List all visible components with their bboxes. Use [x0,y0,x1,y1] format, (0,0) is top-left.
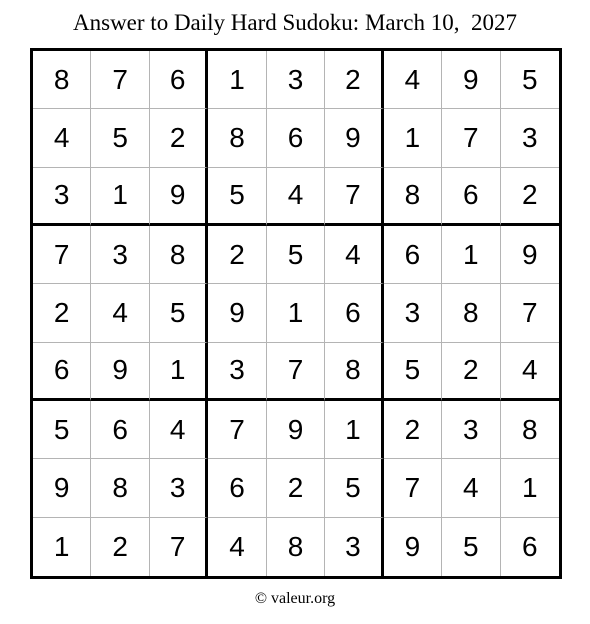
sudoku-cell-r6-c5: 7 [267,343,325,401]
sudoku-cell-r6-c4: 3 [208,343,266,401]
sudoku-cell-r1-c5: 3 [267,51,325,109]
sudoku-cell-r3-c7: 8 [384,168,442,226]
sudoku-cell-r4-c4: 2 [208,226,266,284]
sudoku-cell-r5-c7: 3 [384,284,442,342]
sudoku-cell-r4-c7: 6 [384,226,442,284]
sudoku-cell-r4-c6: 4 [325,226,383,284]
sudoku-cell-r2-c6: 9 [325,109,383,167]
sudoku-cell-r4-c3: 8 [150,226,208,284]
page-title: Answer to Daily Hard Sudoku: March 10, 2027 [73,10,517,35]
sudoku-cell-r5-c2: 4 [91,284,149,342]
sudoku-cell-r9-c9: 6 [521,530,538,562]
sudoku-cell-r2-c7: 1 [384,109,442,167]
sudoku-cell-r9-c2: 2 [91,518,149,576]
sudoku-cell-r5-c9: 7 [501,284,559,342]
sudoku-cell-r2-c4: 8 [208,109,266,167]
sudoku-cell-r9-c4: 4 [208,518,266,576]
sudoku-cell-r8-c6: 5 [325,459,383,517]
sudoku-cell-r2-c8: 7 [442,109,500,167]
sudoku-cell-r7-c2: 6 [91,401,149,459]
sudoku-cell-r2-c1: 4 [33,109,91,167]
sudoku-cell-r6-c7: 5 [384,343,442,401]
sudoku-cell-r5-c8: 8 [442,284,500,342]
sudoku-cell-r5-c4: 9 [208,284,266,342]
sudoku-cell-r9-c1: 1 [33,518,91,576]
sudoku-cell-r6-c8: 2 [442,343,500,401]
sudoku-cell-r8-c3: 3 [150,459,208,517]
sudoku-cell-r8-c5: 2 [267,459,325,517]
sudoku-cell-r9-c6: 3 [325,518,383,576]
sudoku-cell-r6-c2: 9 [91,343,149,401]
sudoku-cell-r5-c3: 5 [150,284,208,342]
sudoku-cell-r9-c5: 8 [267,518,325,576]
sudoku-cell-r3-c1: 3 [33,168,91,226]
sudoku-cell-r4-c2: 3 [91,226,149,284]
sudoku-cell-r7-c6: 1 [325,401,383,459]
sudoku-cell-r7-c7: 2 [384,401,442,459]
sudoku-cell-r1-c6: 2 [325,51,383,109]
sudoku-cell-r3-c5: 4 [267,168,325,226]
sudoku-cell-r7-c9: 8 [501,401,559,459]
sudoku-cell-r3-c9: 2 [501,168,559,226]
sudoku-cell-r2-c3: 2 [150,109,208,167]
sudoku-cell-r8-c4: 6 [208,459,266,517]
sudoku-cell-r5-c6: 6 [325,284,383,342]
sudoku-cell-r9-c3: 7 [150,518,208,576]
sudoku-cell-r5-c1: 2 [33,284,91,342]
sudoku-cell-r7-c3: 4 [150,401,208,459]
sudoku-cell-r4-c1: 7 [33,226,91,284]
sudoku-cell-r6-c9: 4 [501,343,559,401]
sudoku-cell-r2-c5: 6 [267,109,325,167]
sudoku-cell-r3-c3: 9 [150,168,208,226]
sudoku-cell-r8-c2: 8 [91,459,149,517]
sudoku-cell-r1-c3: 6 [150,51,208,109]
sudoku-cell-r5-c5: 1 [267,284,325,342]
sudoku-cell-r8-c8: 4 [442,459,500,517]
sudoku-cell-r1-c1: 8 [33,51,91,109]
sudoku-cell-r1-c2: 7 [91,51,149,109]
sudoku-cell-r2-c9: 3 [501,109,559,167]
sudoku-cell-r3-c8: 6 [442,168,500,226]
sudoku-cell-r8-c1: 9 [33,459,91,517]
sudoku-cell-r6-c1: 6 [33,343,91,401]
sudoku-cell-r7-c5: 9 [267,401,325,459]
copyright-footer: © valeur.org [254,590,336,607]
sudoku-cell-r3-c6: 7 [325,168,383,226]
sudoku-cell-r6-c3: 1 [150,343,208,401]
sudoku-cell-r1-c9: 5 [501,51,559,109]
sudoku-cell-r3-c2: 1 [91,168,149,226]
sudoku-cell-r3-c4: 5 [208,168,266,226]
sudoku-board [30,48,562,579]
sudoku-cell-r7-c4: 7 [208,401,266,459]
sudoku-cell-r2-c2: 5 [91,109,149,167]
sudoku-cell-r1-c7: 4 [384,51,442,109]
sudoku-cell-r4-c5: 5 [267,226,325,284]
sudoku-cell-r9-c7: 9 [384,518,442,576]
sudoku-cell-r7-c1: 5 [33,401,91,459]
sudoku-cell-r8-c7: 7 [384,459,442,517]
sudoku-cell-r8-c9: 1 [501,459,559,517]
sudoku-cell-r9-c8: 5 [442,518,500,576]
sudoku-cell-r1-c4: 1 [208,51,266,109]
sudoku-cell-r7-c8: 3 [442,401,500,459]
sudoku-cell-r4-c8: 1 [442,226,500,284]
sudoku-cell-r1-c8: 9 [442,51,500,109]
sudoku-cell-r4-c9: 9 [501,226,559,284]
sudoku-cell-r6-c6: 8 [325,343,383,401]
